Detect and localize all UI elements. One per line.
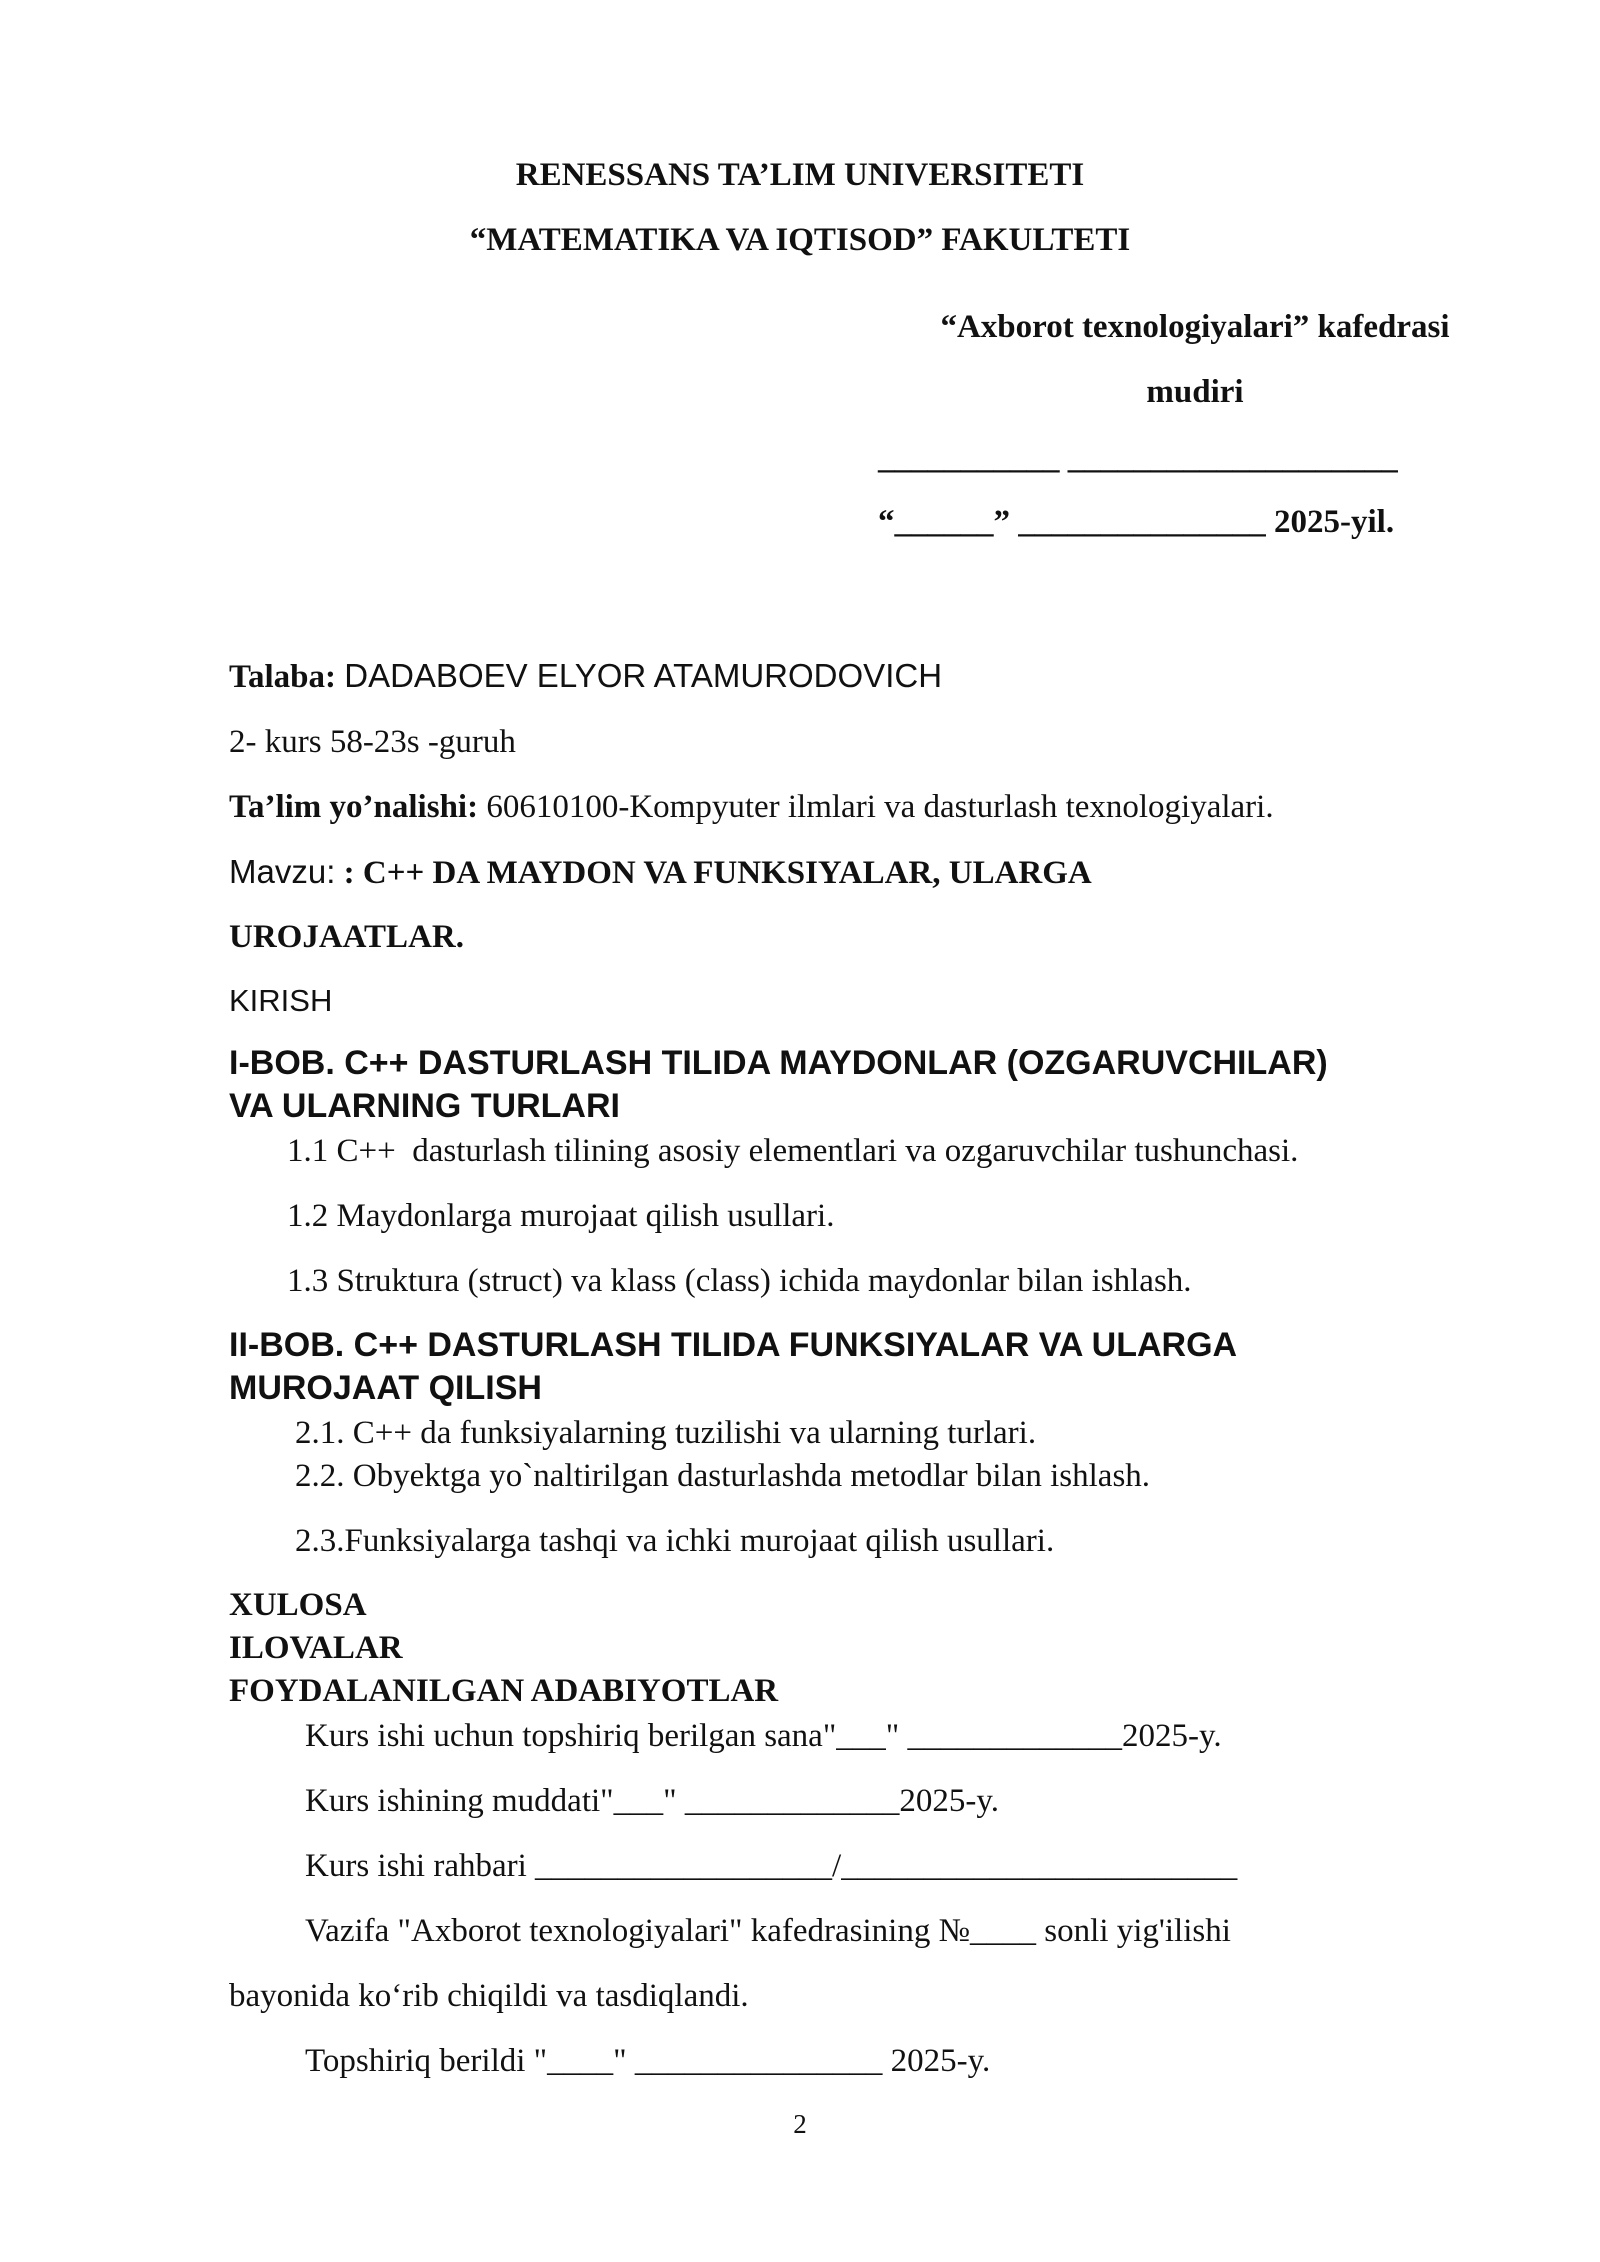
student-name: DADABOEV ELYOR ATAMURODOVICH bbox=[344, 657, 943, 694]
topic-line bbox=[229, 852, 1092, 893]
assignment-deadline: Kurs ishining muddati"___" _____________2025-y. bbox=[305, 1783, 999, 1819]
toc-item-1-3: 1.3 Struktura (struct) va klass (class) ichida maydonlar bilan ishlash. bbox=[287, 1263, 1192, 1299]
toc-item-2-2: 2.2. Obyektga yo`naltirilgan dasturlashda metodlar bilan ishlash. bbox=[295, 1458, 1151, 1494]
assignment-given: Topshiriq berildi "____" _______________ 2025-y. bbox=[305, 2043, 991, 2079]
topic-label: Mavzu: bbox=[229, 853, 336, 890]
direction-label: Ta’lim yo’nalishi: bbox=[229, 789, 479, 825]
topic-title-line2: UROJAATLAR. bbox=[229, 919, 464, 955]
assignment-review-line1: Vazifa "Axborot texnologiyalari" kafedrasining №____ sonli yig'ilishi bbox=[305, 1913, 1231, 1949]
chapter2-title-line2: MUROJAAT QILISH bbox=[229, 1369, 542, 1407]
direction-line bbox=[229, 787, 1274, 827]
chapter1-title-line2: VA ULARNING TURLARI bbox=[229, 1087, 620, 1125]
student-group: 2- kurs 58-23s -guruh bbox=[229, 724, 516, 760]
toc-item-2-1: 2.1. C++ da funksiyalarning tuzilishi va ularning turlari. bbox=[295, 1415, 1037, 1451]
direction-value: 60610100-Kompyuter ilmlari va dasturlash texnologiyalari. bbox=[486, 789, 1274, 825]
toc-conclusion: XULOSA bbox=[229, 1587, 367, 1623]
toc-item-1-1: 1.1 C++ dasturlash tilining asosiy elementlari va ozgaruvchilar tushunchasi. bbox=[287, 1133, 1299, 1169]
topic-title-line1: : C++ DA MAYDON VA FUNKSIYALAR, ULARGA bbox=[343, 855, 1092, 891]
student-line bbox=[229, 656, 942, 697]
approval-signature-line: ___________ ____________________ bbox=[878, 440, 1398, 476]
university-name: RENESSANS TA’LIM UNIVERSITETI bbox=[515, 157, 1085, 193]
toc-item-2-3: 2.3.Funksiyalarga tashqi va ichki murojaat qilish usullari. bbox=[295, 1523, 1055, 1559]
page-number: 2 bbox=[793, 2109, 807, 2139]
student-label: Talaba: bbox=[229, 659, 336, 695]
assignment-issued-date: Kurs ishi uchun topshiriq berilgan sana"___" _____________2025-y. bbox=[305, 1718, 1222, 1754]
chapter1-title-line1: I-BOB. C++ DASTURLASH TILIDA MAYDONLAR (OZGARUVCHILAR) bbox=[229, 1044, 1328, 1082]
approval-date-line: “______” _______________ 2025-yil. bbox=[878, 504, 1395, 540]
assignment-review-line2: bayonida ko‘rib chiqildi va tasdiqlandi. bbox=[229, 1978, 749, 2014]
approval-role: mudiri bbox=[1146, 374, 1244, 410]
toc-item-1-2: 1.2 Maydonlarga murojaat qilish usullari. bbox=[287, 1198, 835, 1234]
toc-appendices: ILOVALAR bbox=[229, 1630, 403, 1666]
chapter2-title-line1: II-BOB. C++ DASTURLASH TILIDA FUNKSIYALAR VA ULARGA bbox=[229, 1326, 1238, 1364]
faculty-name: “MATEMATIKA VA IQTISOD” FAKULTETI bbox=[469, 222, 1131, 258]
approval-department: “Axborot texnologiyalari” kafedrasi bbox=[940, 309, 1450, 345]
toc-references: FOYDALANILGAN ADABIYOTLAR bbox=[229, 1673, 779, 1709]
assignment-supervisor: Kurs ishi rahbari __________________/________________________ bbox=[305, 1848, 1238, 1884]
toc-intro: KIRISH bbox=[229, 983, 333, 1018]
